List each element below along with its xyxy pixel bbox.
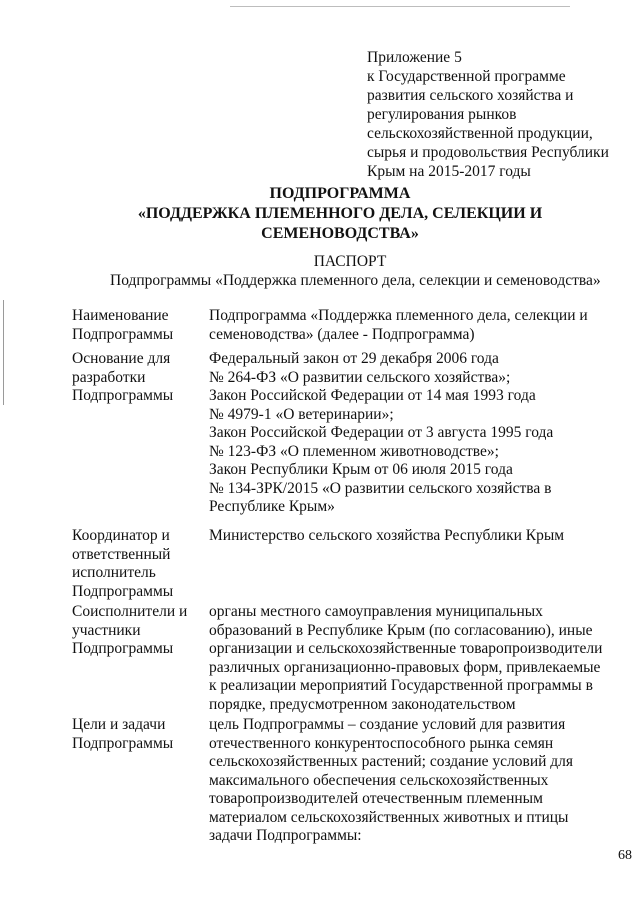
row-value: [209, 527, 629, 546]
passport-heading: ПАСПОРТ: [313, 253, 387, 270]
row-label: [72, 350, 202, 406]
row-value-line: цель Подпрограммы – создание условий для развития: [209, 716, 566, 733]
annex-line: сельскохозяйственной продукции,: [367, 125, 593, 142]
document-title: [90, 184, 590, 244]
row-value-line: № 4979-1 «О ветеринарии»;: [209, 405, 394, 423]
row-label-line: Цели и задачи: [72, 716, 166, 733]
row-value-line: Закон Российской Федерации от 3 августа 1995 года: [209, 424, 554, 441]
row-value-line: отечественного конкурентоспособного рынка семян: [209, 734, 554, 752]
row-label: [72, 603, 202, 659]
title-line: «ПОДДЕРЖКА ПЛЕМЕННОГО ДЕЛА, СЕЛЕКЦИИ И: [137, 205, 543, 222]
row-label-line: Наименование: [72, 307, 169, 324]
row-value-line: товаропроизводителей отечественным племенным: [209, 790, 543, 807]
row-value-line: № 264-ФЗ «О развитии сельского хозяйства»;: [209, 368, 511, 386]
scan-edge-line-top: [230, 6, 570, 7]
row-label-line: Подпрограммы: [72, 387, 174, 404]
row-value-line: Подпрограмма «Поддержка племенного дела, селекции и: [209, 307, 588, 324]
row-value-line: порядке, предусмотренном законодательством: [209, 695, 516, 713]
row-value: [209, 716, 629, 846]
row-label-line: Подпрограммы: [72, 640, 174, 657]
title-line: СЕМЕНОВОДСТВА»: [261, 225, 419, 242]
row-label: [72, 527, 202, 601]
row-value-line: сельскохозяйственных растений; создание условий для: [209, 753, 574, 770]
row-value-line: Республике Крым»: [209, 498, 335, 515]
annex-line: сырья и продовольствия Республики: [367, 144, 609, 161]
annex-line: регулирования рынков: [367, 106, 517, 123]
row-value-line: образований в Республике Крым (по согласованию), иные: [209, 621, 593, 639]
annex-block: [367, 48, 609, 181]
row-value-line: материалом сельскохозяйственных животных и птицы: [209, 808, 569, 826]
row-value-line: Федеральный закон от 29 декабря 2006 года: [209, 350, 499, 367]
annex-line: развития сельского хозяйства и: [367, 87, 574, 104]
page-number: 68: [618, 848, 632, 863]
row-value-line: № 123-ФЗ «О племенном животноводстве»;: [209, 442, 499, 460]
row-value-line: к реализации мероприятий Государственной программы в: [209, 677, 593, 694]
row-label-line: исполнитель: [72, 564, 156, 581]
row-value-line: семеноводства» (далее - Подпрограмма): [209, 325, 475, 343]
scan-edge-line-left: [3, 300, 4, 405]
annex-line: Приложение 5: [367, 49, 462, 66]
row-value: [209, 603, 629, 714]
row-value-line: Закон Республики Крым от 06 июля 2015 года: [209, 461, 513, 478]
annex-line: Крым на 2015-2017 годы: [367, 163, 531, 180]
row-label: [72, 716, 202, 753]
row-value-line: Министерство сельского хозяйства Республики Крым: [209, 527, 565, 544]
row-value-line: органы местного самоуправления муниципальных: [209, 603, 543, 620]
passport-subheading: Подпрограммы «Поддержка племенного дела, селекции и семеноводства»: [110, 272, 601, 289]
row-value-line: Закон Российской Федерации от 14 мая 1993 года: [209, 387, 536, 404]
row-label-line: Соисполнители и: [72, 603, 188, 620]
title-line: ПОДПРОГРАММА: [269, 185, 411, 202]
annex-line: к Государственной программе: [367, 68, 566, 85]
row-value: [209, 350, 629, 517]
row-value: [209, 307, 629, 344]
row-label: [72, 307, 202, 344]
row-label-line: разработки: [72, 368, 146, 386]
row-value-line: организации и сельскохозяйственные товаропроизводители: [209, 640, 603, 657]
row-value-line: задачи Подпрограммы:: [209, 827, 362, 844]
row-label-line: ответственный: [72, 545, 171, 563]
row-value-line: различных организационно-правовых форм, привлекаемые: [209, 658, 601, 676]
row-label-line: Основание для: [72, 350, 171, 367]
row-label-line: Подпрограммы: [72, 734, 174, 752]
row-label-line: Подпрограммы: [72, 582, 174, 600]
row-label-line: Координатор и: [72, 527, 170, 544]
row-value-line: № 134-ЗРК/2015 «О развитии сельского хозяйства в: [209, 479, 552, 497]
row-value-line: максимального обеспечения сельскохозяйственных: [209, 771, 549, 789]
row-label-line: Подпрограммы: [72, 325, 174, 343]
row-label-line: участники: [72, 621, 141, 639]
